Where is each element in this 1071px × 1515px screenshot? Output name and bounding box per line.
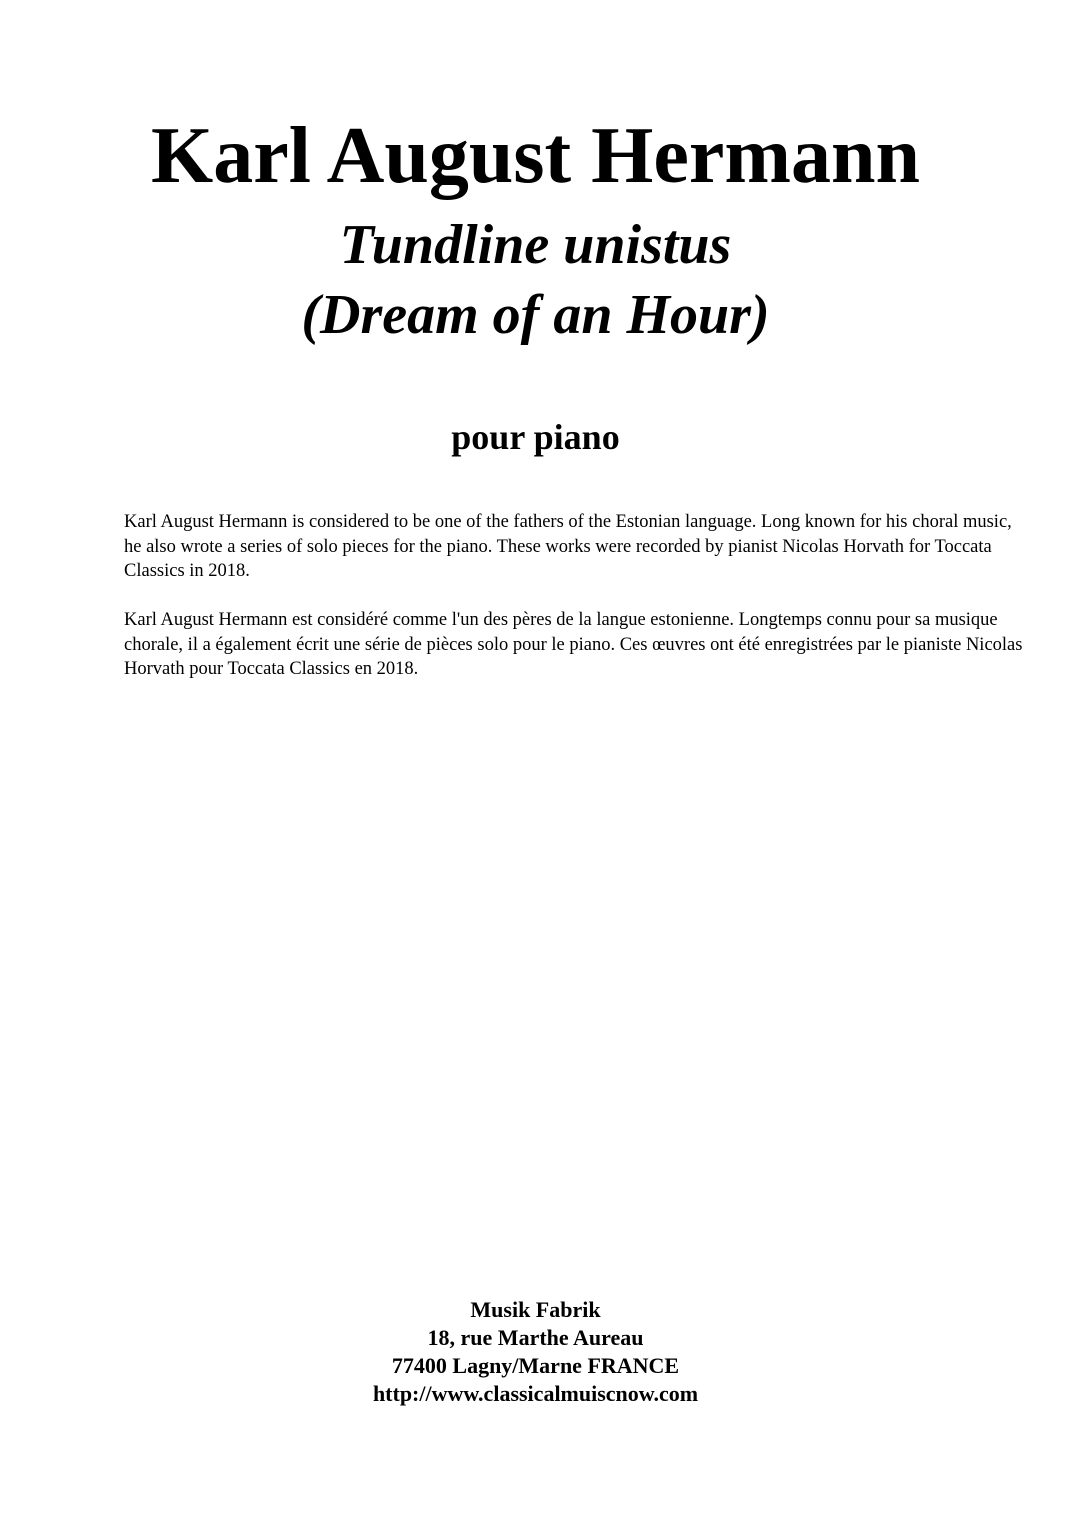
instrumentation: pour piano [451,417,620,457]
publisher-url: http://www.classicalmuiscnow.com [372,1381,699,1406]
publisher-street: 18, rue Marthe Aureau [427,1325,644,1350]
publisher-block [0,1296,1071,1408]
description-french: Karl August Hermann est considéré comme l'un des pères de la langue estonienne. Longtemps connu pour sa musique chorale, il a également écrit une série de pièces solo pour le piano. Ces œuvres ont été enregistrées par le pianiste Nicolas Horvath pour Toccata Classics en 2018. [124,610,1023,679]
composer-name: Karl August Hermann [151,112,920,200]
work-title-translation: (Dream of an Hour) [301,284,770,346]
publisher-name: Musik Fabrik [470,1297,601,1322]
publisher-city: 77400 Lagny/Marne FRANCE [391,1353,680,1378]
work-title [0,210,1071,350]
description-english: Karl August Hermann is considered to be one of the fathers of the Estonian language. Long known for his choral music, he also wrote a series of solo pieces for the piano. These works were recorded by pianist Nicolas Horvath for Toccata Classics in 2018. [124,512,1012,581]
work-title-original: Tundline unistus [339,214,732,276]
